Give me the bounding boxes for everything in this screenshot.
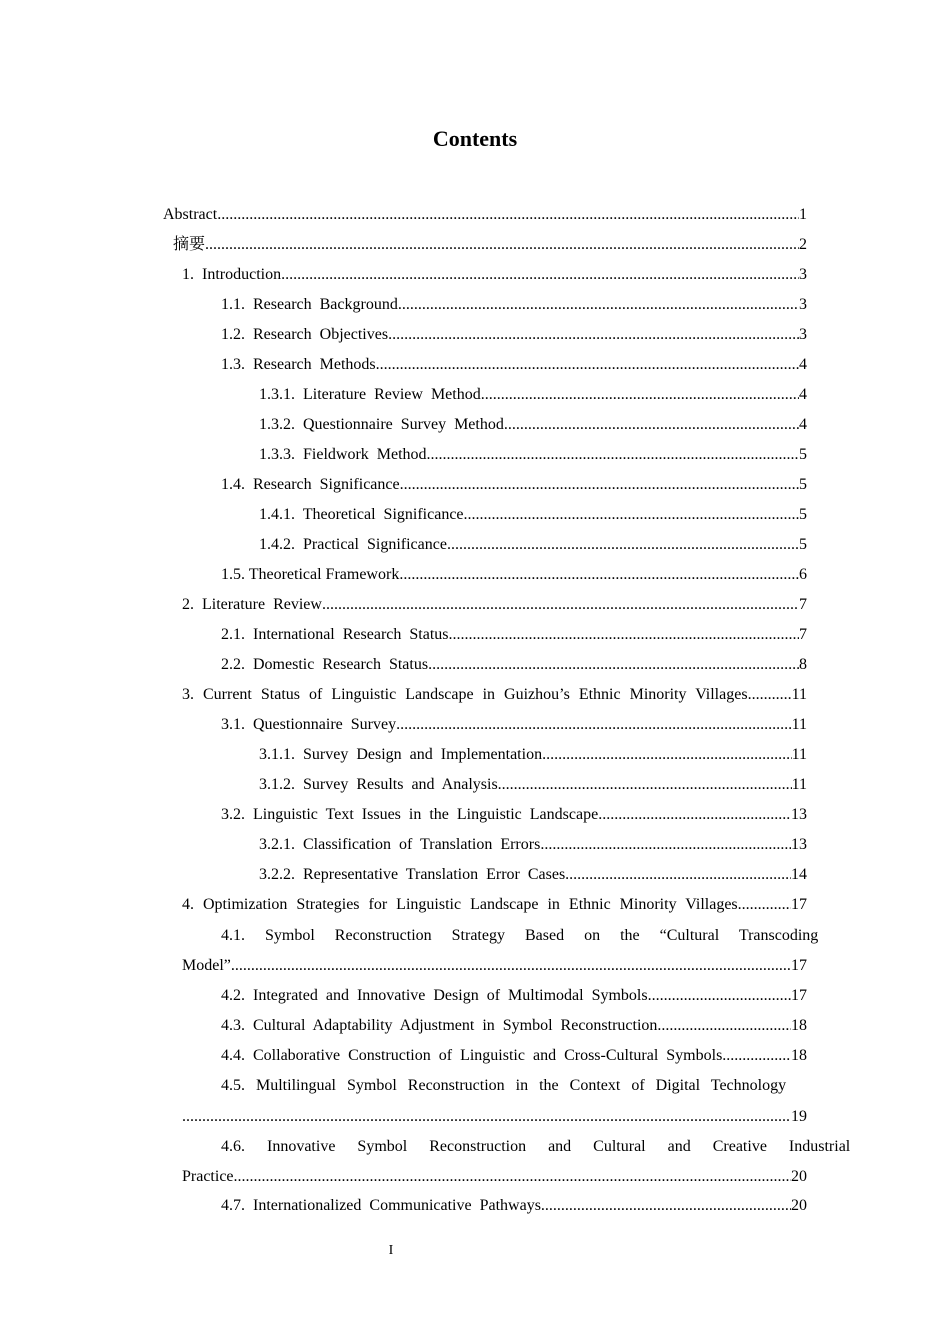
toc-entry[interactable]	[221, 1191, 807, 1221]
dot-leader	[281, 260, 799, 290]
toc-entry-line-1[interactable]	[221, 1071, 807, 1101]
toc-entry-page: 11	[791, 746, 807, 763]
toc-entry-label: 1.3.3. Fieldwork Method	[259, 446, 427, 463]
toc-entry[interactable]	[221, 620, 807, 650]
toc-entry-label: 1.1. Research Background	[221, 296, 398, 313]
toc-entry-page: 11	[791, 776, 807, 793]
toc-entry-label: Model”	[182, 957, 231, 974]
dot-leader	[182, 1102, 791, 1132]
toc-entry-page: 5	[799, 506, 807, 523]
toc-entry-label: 3. Current Status of Linguistic Landscape in Guizhou’s Ethnic Minority Villages	[182, 686, 748, 703]
toc-entry[interactable]	[221, 1011, 807, 1041]
toc-entry-label: 3.2. Linguistic Text Issues in the Linguistic Landscape	[221, 806, 599, 823]
toc-entry-page: 11	[791, 716, 807, 733]
toc-entry[interactable]	[221, 470, 807, 500]
toc-entry-label: Practice	[182, 1168, 234, 1185]
toc-entry-label: 4.2. Integrated and Innovative Design of Multimodal Symbols	[221, 987, 648, 1004]
dot-leader	[464, 500, 799, 530]
dot-leader	[565, 860, 791, 890]
toc-entry[interactable]	[221, 560, 807, 590]
toc-entry-page: 6	[799, 566, 807, 583]
toc-entry-page: 3	[799, 326, 807, 343]
dot-leader	[231, 951, 791, 981]
toc-entry-line-2[interactable]	[182, 1102, 807, 1132]
toc-entry-label: 2.2. Domestic Research Status	[221, 656, 429, 673]
toc-entry[interactable]	[259, 830, 807, 860]
toc-entry-page: 5	[799, 476, 807, 493]
toc-entry-label: 3.1. Questionnaire Survey	[221, 716, 397, 733]
toc-entry-label: 4.7. Internationalized Communicative Pathways	[221, 1197, 541, 1214]
toc-entry-page: 11	[791, 686, 807, 703]
toc-entry-label: 3.2.2. Representative Translation Error Cases	[259, 866, 566, 883]
dot-leader	[540, 830, 791, 860]
toc-entry-page: 18	[791, 1047, 807, 1064]
toc-entry-label: 1. Introduction	[182, 266, 282, 283]
toc-entry-page: 3	[799, 296, 807, 313]
toc-entry-page: 3	[799, 266, 807, 283]
toc-entry-label: 3.1.2. Survey Results and Analysis	[259, 776, 498, 793]
page-title: Contents	[432, 126, 518, 151]
toc-entry[interactable]	[221, 710, 807, 740]
dot-leader	[396, 710, 792, 740]
dot-leader	[541, 1191, 791, 1221]
toc-entry-page: 7	[799, 626, 807, 643]
toc-entry[interactable]	[182, 680, 807, 710]
dot-leader	[428, 650, 799, 680]
toc-entry-label: 3.1.1. Survey Design and Implementation	[259, 746, 543, 763]
dot-leader	[234, 1162, 791, 1192]
dot-leader	[205, 230, 799, 260]
toc-entry-page: 13	[791, 806, 807, 823]
dot-leader	[748, 680, 792, 710]
dot-leader	[498, 770, 792, 800]
toc-entry[interactable]	[221, 800, 807, 830]
toc-entry[interactable]	[221, 290, 807, 320]
toc-entry-label: 1.4. Research Significance	[221, 476, 400, 493]
toc-entry[interactable]	[259, 380, 807, 410]
toc-entry-line-1[interactable]	[221, 1132, 851, 1162]
dot-leader	[388, 320, 799, 350]
dot-leader	[504, 410, 799, 440]
toc-entry-label: 1.3. Research Methods	[221, 356, 376, 373]
toc-entry-label: 4.3. Cultural Adaptability Adjustment in Symbol Reconstruction	[221, 1017, 658, 1034]
toc-entry[interactable]	[221, 320, 807, 350]
toc-entry-label: 1.4.1. Theoretical Significance	[259, 506, 464, 523]
dot-leader	[217, 200, 799, 230]
toc-entry-label: 4.6. Innovative Symbol Reconstruction and Cultural and Creative Industrial	[221, 1138, 851, 1155]
toc-entry-line-2[interactable]	[182, 951, 807, 981]
dot-leader	[542, 740, 792, 770]
dot-leader	[398, 290, 799, 320]
toc-entry-abstract[interactable]	[163, 200, 807, 230]
dot-leader	[322, 590, 799, 620]
dot-leader	[376, 350, 799, 380]
toc-entry-page: 14	[791, 866, 807, 883]
toc-entry-page: 17	[791, 987, 807, 1004]
dot-leader	[738, 890, 791, 920]
toc-entry[interactable]	[221, 1041, 807, 1071]
toc-entry-label: 摘要	[173, 236, 206, 253]
toc-entry-label: 1.4.2. Practical Significance	[259, 536, 447, 553]
toc-entry-page: 17	[791, 957, 807, 974]
toc-entry-page: 8	[799, 656, 807, 673]
toc-entry[interactable]	[259, 500, 807, 530]
toc-entry-label: 3.2.1. Classification of Translation Errors	[259, 836, 541, 853]
dot-leader	[427, 440, 799, 470]
toc-entry-label: 1.2. Research Objectives	[221, 326, 389, 343]
dot-leader	[447, 530, 799, 560]
toc-entry[interactable]	[259, 860, 807, 890]
toc-entry-label: 4.4. Collaborative Construction of Linguistic and Cross-Cultural Symbols	[221, 1047, 723, 1064]
toc-entry-line-1[interactable]	[221, 921, 819, 951]
toc-entry-label: 4. Optimization Strategies for Linguistic Landscape in Ethnic Minority Villages	[182, 896, 738, 913]
dot-leader	[657, 1011, 791, 1041]
toc-entry-label: 2.1. International Research Status	[221, 626, 449, 643]
toc-entry-label: 1.3.1. Literature Review Method	[259, 386, 481, 403]
toc-entry[interactable]	[221, 981, 807, 1011]
toc-entry-page: 17	[791, 896, 807, 913]
toc-entry-line-2[interactable]	[182, 1162, 807, 1192]
dot-leader	[722, 1041, 791, 1071]
page-number: I	[388, 1243, 394, 1258]
toc-entry-page: 4	[799, 356, 807, 373]
toc-entry-page: 20	[791, 1168, 807, 1185]
toc-entry-page: 20	[791, 1197, 807, 1214]
toc-entry-page: 19	[791, 1108, 807, 1125]
toc-entry-label: 1.5. Theoretical Framework	[221, 566, 400, 583]
toc-entry-page: 1	[799, 206, 807, 223]
toc-entry[interactable]	[182, 890, 807, 920]
toc-entry-chinese-abstract[interactable]	[173, 230, 807, 260]
toc-entry[interactable]	[259, 440, 807, 470]
toc-entry[interactable]	[182, 590, 807, 620]
toc-entry[interactable]	[259, 410, 807, 440]
toc-entry-page: 18	[791, 1017, 807, 1034]
dot-leader	[648, 981, 791, 1011]
toc-entry-label: 1.3.2. Questionnaire Survey Method	[259, 416, 504, 433]
toc-entry-page: 2	[799, 236, 807, 253]
dot-leader	[481, 380, 799, 410]
toc-entry[interactable]	[221, 350, 807, 380]
toc-entry-page: 4	[799, 416, 807, 433]
toc-entry[interactable]	[182, 260, 807, 290]
toc-entry-label: 4.1. Symbol Reconstruction Strategy Based on the “Cultural Transcoding	[221, 927, 819, 944]
toc-entry-page: 7	[799, 596, 807, 613]
dot-leader	[400, 470, 799, 500]
toc-entry[interactable]	[221, 650, 807, 680]
toc-entry-label: Abstract	[163, 206, 218, 223]
toc-entry-page: 5	[799, 536, 807, 553]
toc-entry-page: 4	[799, 386, 807, 403]
dot-leader	[399, 560, 799, 590]
toc-entry[interactable]	[259, 770, 807, 800]
toc-entry-page: 13	[791, 836, 807, 853]
toc-entry-page: 5	[799, 446, 807, 463]
toc-entry[interactable]	[259, 530, 807, 560]
dot-leader	[449, 620, 800, 650]
toc-entry[interactable]	[259, 740, 807, 770]
toc-entry-label: 2. Literature Review	[182, 596, 322, 613]
toc-entry-label: 4.5. Multilingual Symbol Reconstruction in the Context of Digital Technology	[221, 1077, 787, 1094]
dot-leader	[598, 800, 791, 830]
